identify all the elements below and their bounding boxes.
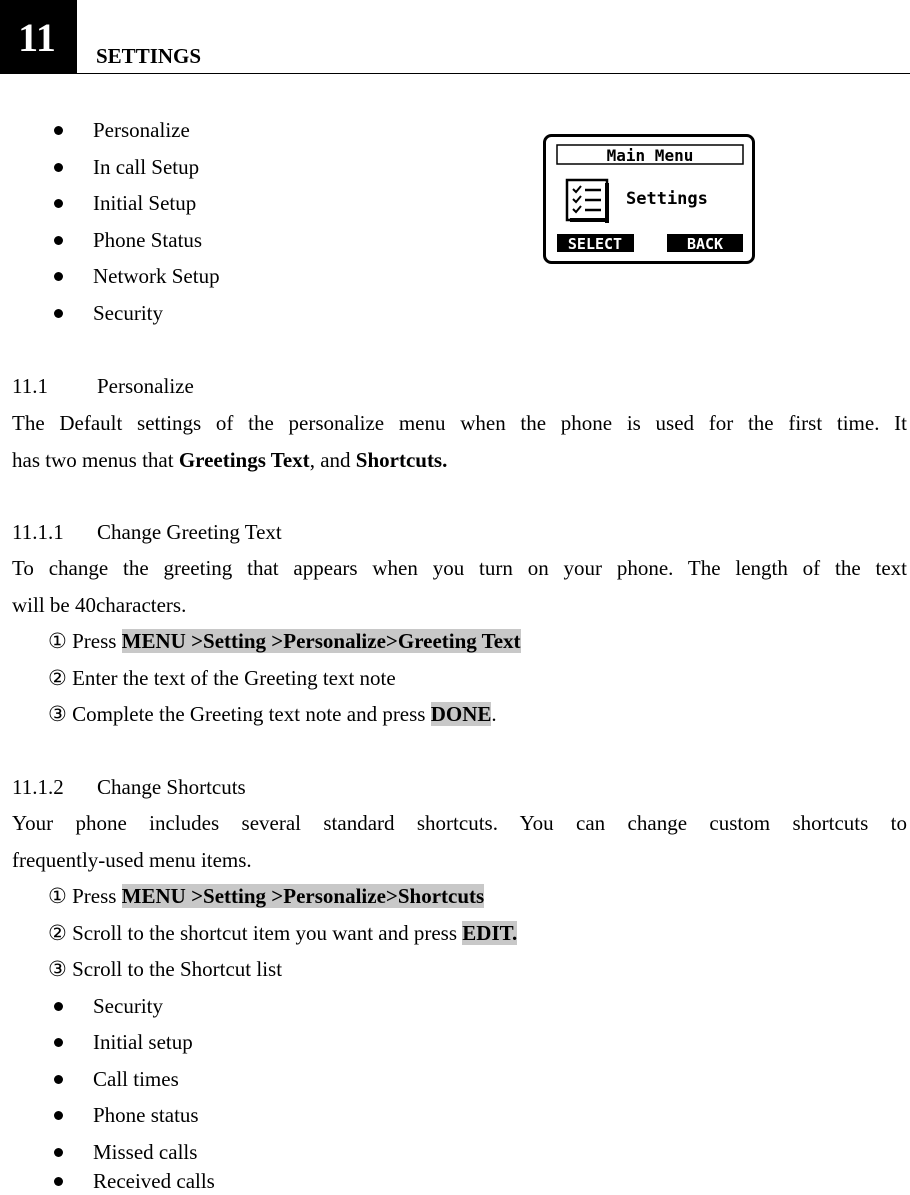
list-item-label: In call Setup — [93, 155, 200, 179]
list-item-label: Initial Setup — [93, 191, 197, 215]
section-title: Change Greeting Text — [97, 520, 282, 544]
bullet-icon — [54, 126, 63, 135]
step-2: ② Enter the text of the Greeting text note — [48, 666, 396, 690]
paragraph-line: To change the greeting that appears when you turn on your phone. The length of the text — [12, 556, 907, 580]
done-key-highlight: DONE — [430, 702, 492, 726]
section-heading-11-1-2 — [12, 775, 246, 799]
section-number: 11.1.1 — [12, 520, 64, 544]
step-1: ① Press MENU >Setting >Personalize>Greeting Text — [48, 629, 521, 653]
back-softkey: BACK — [686, 235, 724, 253]
chapter-number: 11 — [0, 0, 74, 74]
list-item-label: Initial setup — [93, 1030, 193, 1054]
list-item-label: Personalize — [93, 118, 190, 142]
step-3: ③ Complete the Greeting text note and press DONE. — [48, 702, 497, 726]
bullet-icon — [54, 272, 63, 281]
section-heading-11-1 — [12, 374, 194, 398]
screen-item-label: Settings — [626, 189, 708, 209]
list-item-label: Missed calls — [93, 1140, 198, 1164]
bullet-icon — [54, 1111, 63, 1120]
step-3: ③ Scroll to the Shortcut list — [48, 957, 283, 981]
chapter-title: SETTINGS — [96, 44, 202, 68]
menu-path-highlight: MENU >Setting >Personalize>Greeting Text — [121, 629, 521, 653]
section-title: Change Shortcuts — [97, 775, 246, 799]
step-2: ② Scroll to the shortcut item you want and press EDIT. — [48, 921, 518, 945]
bullet-icon — [54, 236, 63, 245]
greetings-text-term: Greetings Text — [178, 448, 310, 472]
step-1: ① Press MENU >Setting >Personalize>Shortcuts — [48, 884, 485, 908]
list-item-label: Received calls — [93, 1169, 215, 1193]
list-item-label: Security — [93, 301, 163, 325]
section-title: Personalize — [97, 374, 194, 398]
shortcuts-term: Shortcuts. — [355, 448, 448, 472]
list-item-label: Network Setup — [93, 264, 220, 288]
paragraph-line: Your phone includes several standard shortcuts. You can change custom shortcuts to — [12, 811, 907, 835]
list-item-label: Security — [93, 994, 163, 1018]
paragraph-line: will be 40characters. — [12, 593, 187, 617]
edit-key-highlight: EDIT. — [462, 921, 518, 945]
bullet-icon — [54, 199, 63, 208]
section-heading-11-1-1 — [12, 520, 282, 544]
phone-screen-illustration — [543, 134, 757, 266]
paragraph-line: The Default settings of the personalize menu when the phone is used for the first time. It — [12, 411, 907, 435]
list-item-label: Phone status — [93, 1103, 199, 1127]
select-softkey: SELECT — [567, 235, 623, 253]
list-item-label: Phone Status — [93, 228, 203, 252]
bullet-icon — [54, 309, 63, 318]
bullet-icon — [54, 1177, 63, 1186]
bullet-icon — [54, 1075, 63, 1084]
chapter-box-edge — [74, 0, 77, 74]
paragraph-line: frequently-used menu items. — [12, 848, 252, 872]
bullet-icon — [54, 1038, 63, 1047]
checklist-icon — [567, 180, 609, 223]
header-rule — [74, 73, 910, 74]
bullet-icon — [54, 163, 63, 172]
screen-title: Main Menu — [606, 146, 694, 165]
section-number: 11.1.2 — [12, 775, 64, 799]
paragraph-line: has two menus that Greetings Text, and Shortcuts. — [12, 448, 448, 472]
menu-path-highlight: MENU >Setting >Personalize>Shortcuts — [121, 884, 485, 908]
bullet-icon — [54, 1002, 63, 1011]
bullet-icon — [54, 1148, 63, 1157]
section-number: 11.1 — [12, 374, 48, 398]
list-item-label: Call times — [93, 1067, 179, 1091]
